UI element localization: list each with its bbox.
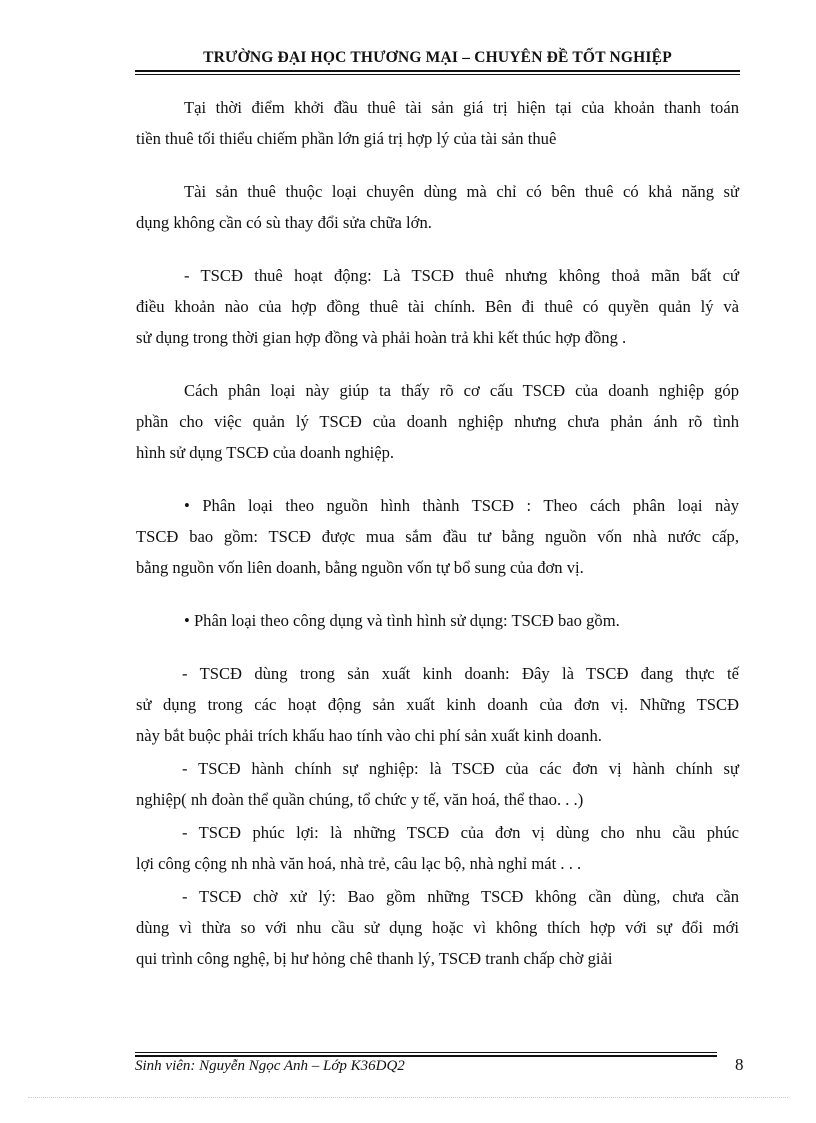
text-line: Cách phân loại này giúp ta thấy rõ cơ cấu TSCĐ của doanh nghiệp góp: [184, 381, 739, 400]
text-line: Tài sản thuê thuộc loại chuyên dùng mà chỉ có bên thuê có khả năng sử: [184, 182, 739, 201]
text-line: • Phân loại theo nguồn hình thành TSCĐ : Theo cách phân loại này: [184, 496, 739, 515]
text-line: hình sử dụng TSCĐ của doanh nghiệp.: [136, 443, 395, 462]
text-line: bằng nguồn vốn liên doanh, bằng nguồn vốn tự bổ sung của đơn vị.: [136, 558, 584, 577]
text-line: TSCĐ bao gồm: TSCĐ được mua sắm đầu tư bằng nguồn vốn nhà nước cấp,: [136, 527, 739, 546]
text-line: qui trình công nghệ, bị hư hỏng chê thanh lý, TSCĐ tranh chấp chờ giải: [136, 949, 613, 968]
header-rule-thick: [135, 70, 740, 72]
text-line: Tại thời điểm khởi đầu thuê tài sản giá trị hiện tại của khoản thanh toán: [184, 98, 739, 117]
text-line: phần cho việc quản lý TSCĐ của doanh nghiệp nhưng chưa phản ánh rõ tình: [136, 412, 739, 431]
footer-student: Sinh viên: Nguyễn Ngọc Anh – Lớp K36DQ2: [135, 1058, 405, 1074]
header-rule-thin: [135, 74, 740, 75]
text-line: • Phân loại theo công dụng và tình hình sử dụng: TSCĐ bao gồm.: [184, 611, 620, 630]
page-number: 8: [735, 1055, 744, 1074]
text-line: tiền thuê tối thiểu chiếm phần lớn giá trị hợp lý của tài sản thuê: [136, 129, 557, 148]
text-line: sử dụng trong các hoạt động sản xuất kinh doanh của đơn vị. Những TSCĐ: [136, 695, 739, 714]
text-line: sử dụng trong thời gian hợp đồng và phải hoàn trả khi kết thúc hợp đồng .: [136, 328, 627, 347]
document-body: [136, 92, 739, 974]
text-line: này bắt buộc phải trích khấu hao tính vào chi phí sản xuất kinh doanh.: [136, 726, 602, 745]
text-line: nghiệp( nh đoàn thể quần chúng, tổ chức y tế, văn hoá, thể thao. . .): [136, 790, 584, 809]
text-line: - TSCĐ phúc lợi: là những TSCĐ của đơn vị dùng cho nhu cầu phúc: [182, 823, 739, 842]
page-edge-dotted-line: [28, 1097, 788, 1098]
text-line: - TSCĐ hành chính sự nghiệp: là TSCĐ của các đơn vị hành chính sự: [182, 759, 739, 778]
footer-rule-thin: [135, 1052, 717, 1053]
text-line: lợi công cộng nh nhà văn hoá, nhà trẻ, câu lạc bộ, nhà nghỉ mát . . .: [136, 854, 582, 873]
header-title: TRƯỜNG ĐẠI HỌC THƯƠNG MẠI – CHUYÊN ĐỀ TỐT NGHIỆP: [203, 49, 672, 66]
text-line: - TSCĐ thuê hoạt động: Là TSCĐ thuê nhưng không thoả mãn bất cứ: [184, 266, 739, 285]
text-line: dùng vì thừa so với nhu cầu sử dụng hoặc vì không thích hợp với sự đổi mới: [136, 918, 739, 937]
footer-rule-thick: [135, 1055, 717, 1057]
text-line: điều khoản nào của hợp đồng thuê tài chính. Bên đi thuê có quyền quản lý và: [136, 297, 739, 316]
text-line: dụng không cần có sù thay đổi sửa chữa lớn.: [136, 213, 432, 232]
text-line: - TSCĐ chờ xử lý: Bao gồm những TSCĐ không cần dùng, chưa cần: [182, 887, 739, 906]
text-line: - TSCĐ dùng trong sản xuất kinh doanh: Đây là TSCĐ đang thực tế: [182, 664, 739, 683]
